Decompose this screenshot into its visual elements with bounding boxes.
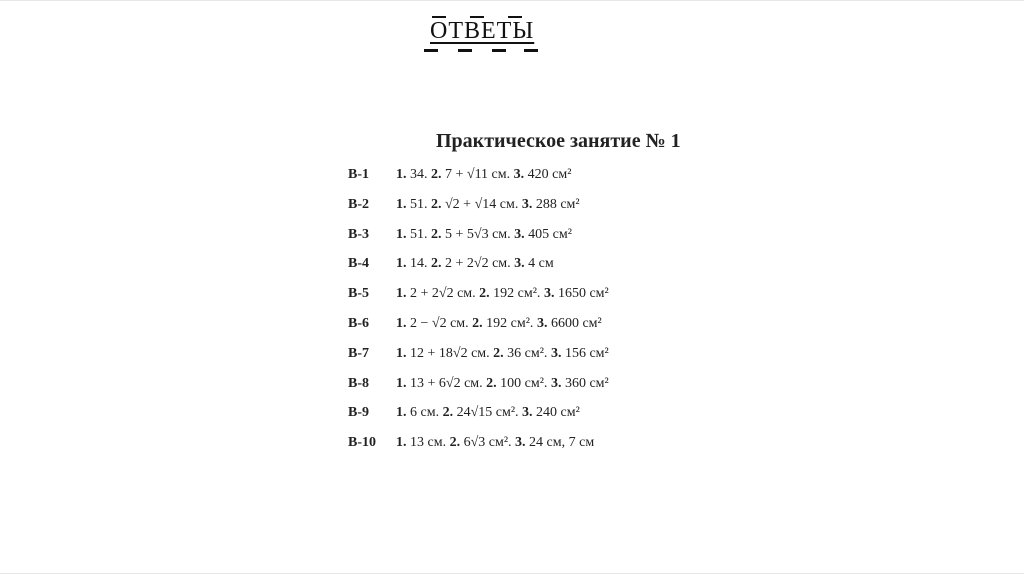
- task-number: 3.: [515, 435, 526, 451]
- task-answer: 5 + 5√3 см.: [441, 226, 515, 242]
- task-number: 3.: [521, 196, 533, 212]
- variant-label: В-3: [348, 226, 369, 242]
- answer-text: [396, 369, 609, 399]
- task-answer: 100 см².: [496, 375, 551, 391]
- variant-label: В-9: [348, 405, 369, 421]
- task-number: 2.: [486, 375, 497, 391]
- variant-label: В-1: [348, 167, 369, 182]
- task-answer: 405 см²: [524, 226, 572, 242]
- top-border: [0, 0, 1024, 1]
- task-answer: 7 + √11 см.: [441, 167, 514, 182]
- variant-label: В-4: [348, 256, 369, 272]
- variant-label: В-10: [348, 435, 376, 451]
- answer-row: [348, 249, 768, 279]
- variant-label: В-6: [348, 315, 369, 331]
- task-number: 1.: [396, 435, 407, 451]
- answer-row: [348, 398, 768, 428]
- task-number: 3.: [543, 286, 555, 302]
- task-number: 2.: [493, 345, 504, 361]
- task-number: 3.: [550, 375, 562, 391]
- task-number: 2.: [442, 405, 454, 421]
- task-answer: 12 + 18√2 см.: [406, 345, 494, 361]
- answer-text: [396, 309, 602, 339]
- task-number: 3.: [522, 405, 533, 421]
- task-number: 1.: [396, 226, 407, 242]
- answer-row: [348, 309, 768, 339]
- task-answer: 2 + 2√2 см.: [441, 256, 515, 272]
- answer-text: [396, 160, 571, 190]
- task-number: 2.: [479, 286, 490, 302]
- task-answer: 6 см.: [406, 405, 443, 421]
- task-answer: 2 − √2 см.: [406, 315, 473, 331]
- task-number: 3.: [514, 256, 525, 272]
- answer-text: [396, 220, 572, 250]
- task-number: 2.: [431, 196, 442, 212]
- task-answer: 24 см, 7 см: [525, 435, 595, 451]
- variant-label: В-2: [348, 196, 369, 212]
- task-number: 3.: [514, 226, 525, 242]
- task-answer: 420 см²: [524, 167, 572, 182]
- task-number: 3.: [513, 167, 525, 182]
- task-number: 1.: [396, 256, 407, 272]
- task-number: 1.: [396, 167, 407, 182]
- answer-row: [348, 428, 768, 458]
- task-answer: 288 см²: [532, 196, 580, 212]
- task-answer: 6√3 см².: [460, 435, 516, 451]
- task-answer: 24√15 см².: [453, 405, 523, 421]
- task-number: 1.: [396, 196, 407, 212]
- task-answer: 36 см².: [503, 345, 551, 361]
- task-answer: 6600 см²: [547, 315, 602, 331]
- answer-text: [396, 279, 609, 309]
- heading-underline-marks: [424, 49, 540, 53]
- task-answer: 13 см.: [406, 435, 450, 451]
- variant-label: В-8: [348, 375, 369, 391]
- task-number: 3.: [536, 315, 548, 331]
- answer-text: [396, 428, 594, 458]
- task-number: 2.: [431, 256, 442, 272]
- task-number: 1.: [396, 315, 407, 331]
- task-answer: 34.: [406, 167, 431, 182]
- task-number: 1.: [396, 345, 407, 361]
- answer-row: [348, 369, 768, 399]
- task-answer: √2 + √14 см.: [441, 196, 522, 212]
- answer-text: [396, 190, 580, 220]
- page-heading: ОТВЕТЫ: [430, 18, 535, 44]
- task-answer: 13 + 6√2 см.: [406, 375, 487, 391]
- task-answer: 156 см²: [561, 345, 609, 361]
- task-answer: 240 см²: [532, 405, 580, 421]
- task-number: 2.: [431, 226, 442, 242]
- task-number: 1.: [396, 375, 407, 391]
- task-answer: 2 + 2√2 см.: [406, 286, 480, 302]
- task-number: 2.: [472, 315, 483, 331]
- task-answer: 51.: [406, 226, 431, 242]
- answer-text: [396, 339, 609, 369]
- answer-row: [348, 160, 768, 190]
- task-number: 3.: [550, 345, 562, 361]
- answer-row: [348, 220, 768, 250]
- task-answer: 1650 см²: [554, 286, 609, 302]
- variant-label: В-7: [348, 345, 369, 361]
- task-number: 1.: [396, 405, 407, 421]
- answer-text: [396, 398, 580, 428]
- answer-row: [348, 190, 768, 220]
- task-answer: 360 см²: [561, 375, 609, 391]
- answer-row: [348, 279, 768, 309]
- task-answer: 51.: [406, 196, 431, 212]
- task-number: 2.: [449, 435, 461, 451]
- task-answer: 14.: [406, 256, 431, 272]
- variant-label: В-5: [348, 286, 369, 302]
- task-answer: 192 см².: [489, 286, 544, 302]
- answer-row: [348, 339, 768, 369]
- answer-text: [396, 249, 554, 279]
- section-title: Практическое занятие № 1: [436, 130, 681, 152]
- task-number: 1.: [396, 286, 407, 302]
- task-answer: 192 см².: [482, 315, 537, 331]
- task-answer: 4 см: [524, 256, 554, 272]
- answers-list: [348, 160, 768, 458]
- task-number: 2.: [431, 167, 442, 182]
